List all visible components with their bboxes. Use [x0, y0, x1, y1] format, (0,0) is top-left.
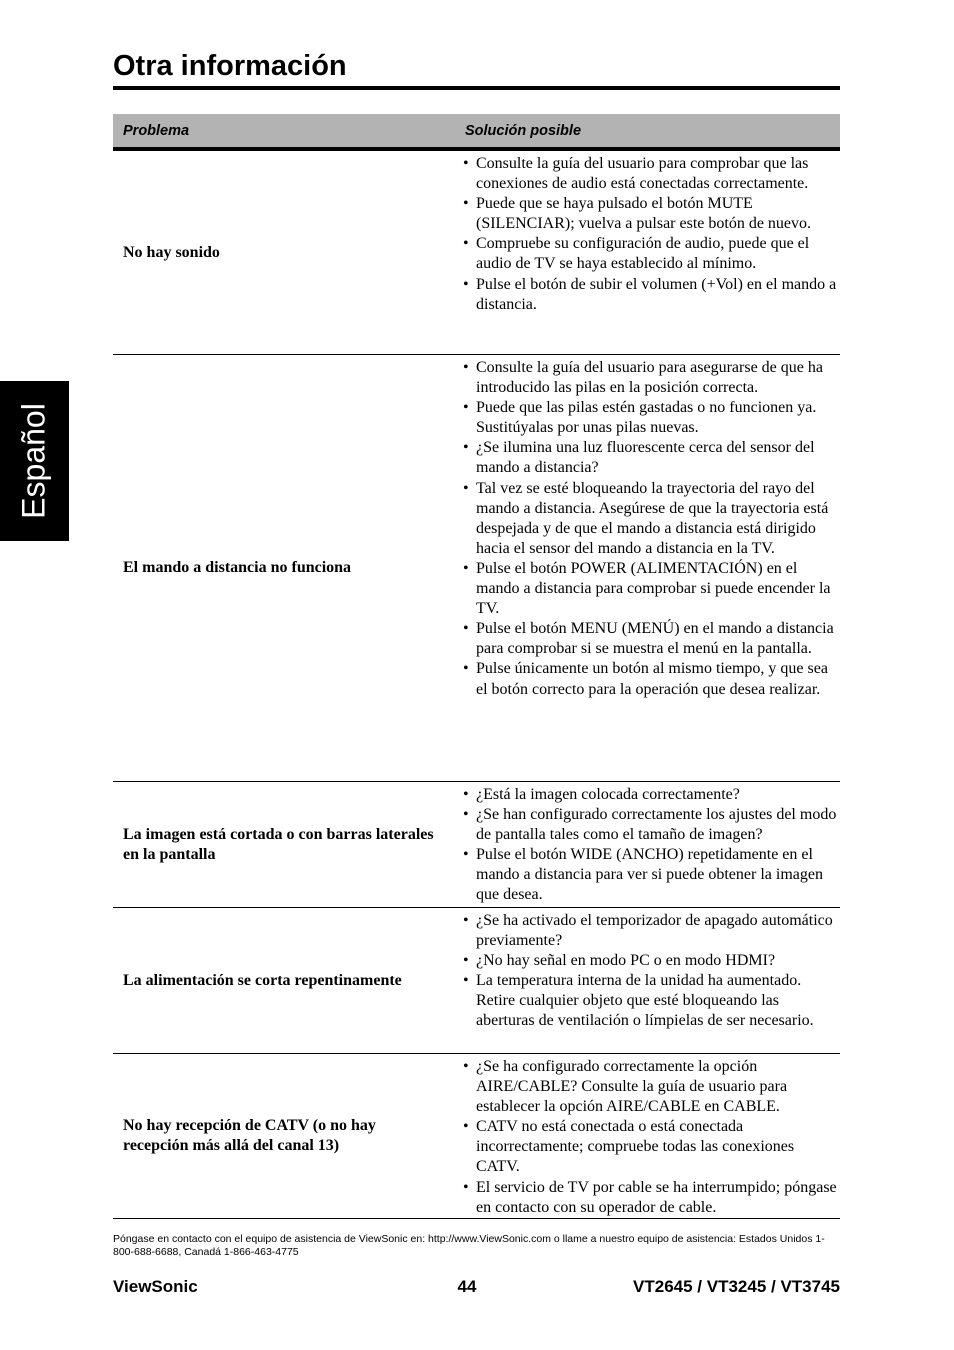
- solution-item: • Puede que se haya pulsado el botón MUTE (SILENCIAR); vuelva a pulsar este botón de nuevo.: [463, 194, 840, 234]
- table-row: [113, 782, 840, 908]
- table-row: [113, 908, 840, 1054]
- solution-item: • Pulse el botón POWER (ALIMENTACIÓN) en el mando a distancia para comprobar si puede encender la TV.: [463, 559, 840, 619]
- problem-cell: La alimentación se corta repentinamente: [123, 971, 402, 989]
- solution-list: [455, 908, 840, 1053]
- solution-item: • Pulse el botón MENU (MENÚ) en el mando a distancia para comprobar si se muestra el menú en la pantalla.: [463, 619, 840, 659]
- header-problem: Problema: [123, 122, 190, 139]
- page-title: Otra información: [113, 50, 347, 82]
- page-number: 44: [457, 1277, 477, 1296]
- solution-item: • CATV no está conectada o está conectada incorrectamente; compruebe todas las conexiones CATV.: [463, 1117, 840, 1177]
- solution-item: • Puede que las pilas estén gastadas o no funcionen ya. Sustitúyalas por unas pilas nuevas.: [463, 398, 840, 438]
- solution-item: • Consulte la guía del usuario para asegurarse de que ha introducido las pilas en la posición correcta.: [463, 358, 840, 398]
- problem-cell: La imagen está cortada o con barras laterales en la pantalla: [123, 825, 434, 863]
- support-footnote: Póngase en contacto con el equipo de asistencia de ViewSonic en: http://www.ViewSonic.com o llame a nuestro equipo de asistencia: Estados Unidos 1-800-688-6688, Canadá 1-866-463-4775: [113, 1233, 825, 1258]
- solution-list: [455, 1054, 840, 1218]
- title-rule: [113, 86, 840, 90]
- solution-item: • Consulte la guía del usuario para comprobar que las conexiones de audio está conectadas correctamente.: [463, 154, 840, 194]
- footer-model: VT2645 / VT3245 / VT3745: [633, 1277, 840, 1296]
- solution-item: • Pulse el botón de subir el volumen (+Vol) en el mando a distancia.: [463, 275, 840, 315]
- table-row: [113, 355, 840, 782]
- solution-item: • Tal vez se esté bloqueando la trayectoria del rayo del mando a distancia. Asegúrese de que la trayectoria está despejada y de que el mando a distancia está dirigido hacia el sensor del mando a distancia en la TV.: [463, 479, 840, 559]
- table-row: [113, 1054, 840, 1219]
- problem-cell: El mando a distancia no funciona: [123, 559, 352, 576]
- table-header: [113, 114, 840, 151]
- solution-item: • Pulse únicamente un botón al mismo tiempo, y que sea el botón correcto para la operación que desea realizar.: [463, 659, 840, 699]
- solution-item: • La temperatura interna de la unidad ha aumentado. Retire cualquier objeto que esté bloqueando las aberturas de ventilación o límpielas de ser necesario.: [463, 971, 840, 1031]
- language-side-tab: [0, 381, 69, 541]
- solution-item: • Compruebe su configuración de audio, puede que el audio de TV se haya establecido al mínimo.: [463, 234, 840, 274]
- problem-cell: No hay sonido: [123, 243, 220, 261]
- solution-item: • Pulse el botón WIDE (ANCHO) repetidamente en el mando a distancia para ver si puede obtener la imagen que desea.: [463, 845, 840, 905]
- solution-item: • ¿Se ha activado el temporizador de apagado automático previamente?: [463, 911, 840, 951]
- solution-list: [455, 782, 840, 907]
- troubleshooting-table: [113, 114, 840, 1219]
- solution-item: • El servicio de TV por cable se ha interrumpido; póngase en contacto con su operador de cable.: [463, 1178, 840, 1218]
- solution-list: [455, 151, 840, 354]
- solution-item: • ¿No hay señal en modo PC o en modo HDMI?: [463, 951, 840, 971]
- solution-item: • ¿Se ilumina una luz fluorescente cerca del sensor del mando a distancia?: [463, 438, 840, 478]
- solution-item: • ¿Se ha configurado correctamente la opción AIRE/CABLE? Consulte la guía de usuario para establecer la opción AIRE/CABLE en CABLE.: [463, 1057, 840, 1117]
- solution-item: • ¿Está la imagen colocada correctamente?: [463, 785, 840, 805]
- problem-cell: No hay recepción de CATV (o no hay recepción más allá del canal 13): [123, 1117, 376, 1154]
- page-footer: [113, 1277, 840, 1299]
- solution-list: [455, 355, 840, 781]
- table-row: [113, 151, 840, 355]
- footer-brand: ViewSonic: [113, 1277, 198, 1296]
- solution-item: • ¿Se han configurado correctamente los ajustes del modo de pantalla tales como el tamaño de imagen?: [463, 805, 840, 845]
- language-label: Español: [15, 403, 52, 519]
- header-solution: Solución posible: [465, 122, 582, 139]
